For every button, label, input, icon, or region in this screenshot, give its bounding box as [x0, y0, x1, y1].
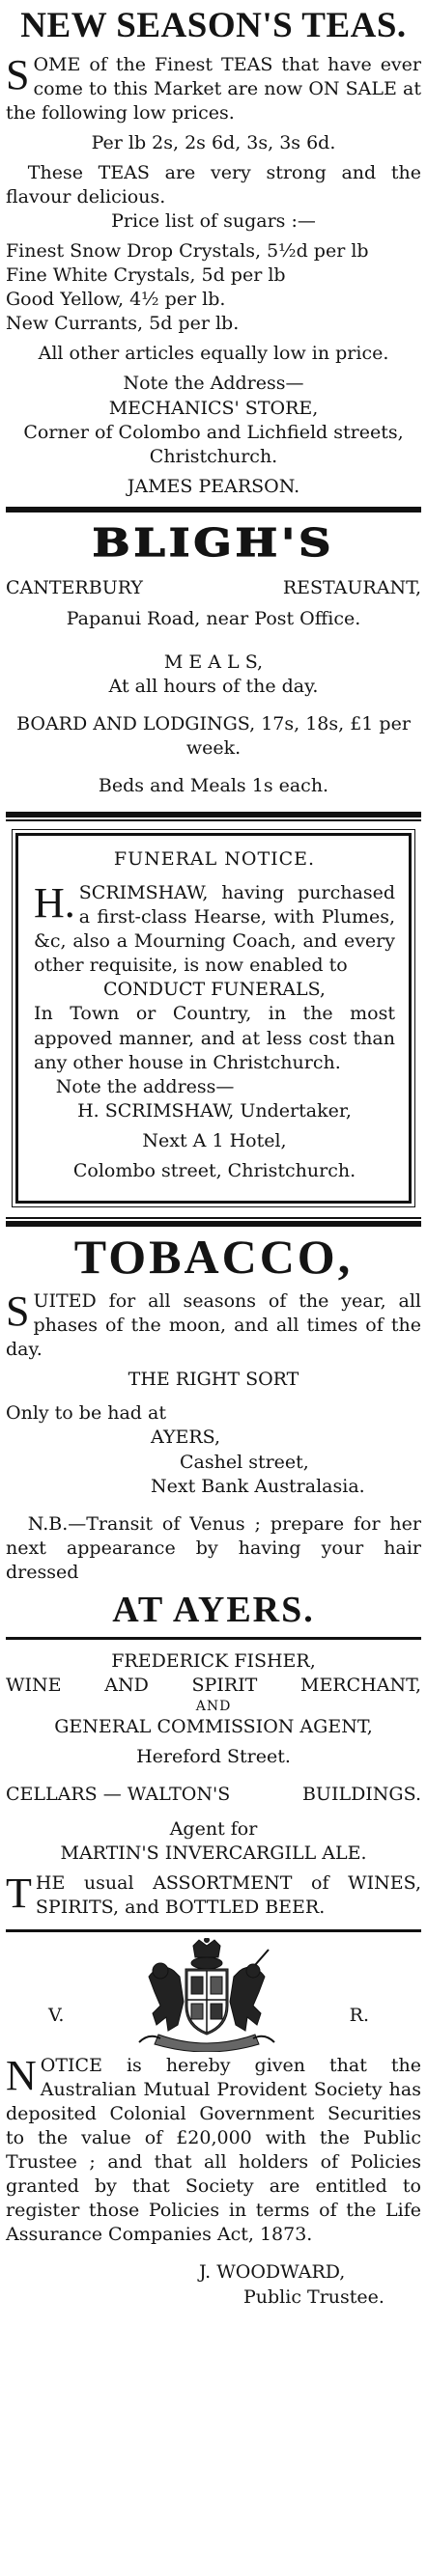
funeral-conduct: CONDUCT FUNERALS,: [103, 979, 326, 1001]
fisher-assortment: [6, 1871, 421, 1920]
fisher-name: FREDERICK FISHER,: [111, 1649, 316, 1672]
tobacco-intro: [6, 1289, 421, 1362]
sugar-item: Finest Snow Drop Crystals, 5½d per lb: [6, 240, 369, 263]
royal-coat-of-arms-icon: [110, 1938, 303, 2052]
teas-dropcap: S: [6, 50, 30, 98]
teas-note-address: Note the Address—: [123, 373, 304, 395]
funeral-notice-box: [15, 833, 412, 1204]
blighs-advertisement: [6, 518, 421, 798]
funeral-note-address: Note the address—: [55, 1075, 235, 1097]
fisher-wine: WINE: [6, 1674, 62, 1696]
tobacco-next-bank: Next Bank Australasia.: [151, 1475, 365, 1497]
notice-dropcap: N: [6, 2051, 37, 2099]
sugars-heading: Price list of sugars :—: [111, 210, 316, 233]
blighs-meals: M E A L S,: [163, 651, 264, 673]
tobacco-advertisement: [6, 1231, 421, 1631]
teas-proprietor: JAMES PEARSON.: [127, 475, 300, 497]
blighs-name-line: [6, 576, 421, 600]
vr-letter-v: V.: [48, 2004, 65, 2026]
store-name: MECHANICS' STORE,: [108, 397, 319, 419]
divider: [6, 819, 421, 821]
divider: [6, 1221, 421, 1227]
fisher-dropcap: T: [6, 1869, 32, 1917]
fisher-trade-line: [6, 1674, 421, 1698]
fisher-ale: MARTIN'S INVERCARGILL ALE.: [60, 1842, 367, 1864]
fisher-advertisement: [6, 1649, 421, 1920]
fisher-and: AND: [104, 1674, 149, 1696]
public-trustee-notice: [6, 1938, 421, 2310]
funeral-conduct-body: In Town or Country, in the most appoved manner, and at less cost than any other house in Christchurch.: [34, 1003, 395, 1073]
royal-crest-row: [6, 1938, 421, 2054]
teas-other-articles: All other articles equally low in price.: [38, 343, 389, 365]
fisher-commission: GENERAL COMMISSION AGENT,: [54, 1716, 373, 1738]
tobacco-intro-text: UITED for all seasons of the year, all phases of the moon, and all times of the day.: [6, 1290, 421, 1361]
fisher-cellars: CELLARS — WALTON'S: [6, 1784, 231, 1806]
tobacco-only-had: Only to be had at: [6, 1402, 166, 1425]
fisher-agent-for: Agent for: [169, 1817, 258, 1840]
fisher-assortment-text: HE usual ASSORTMENT of WINES, SPIRITS, and BOTTLED BEER.: [35, 1871, 421, 1918]
funeral-undertaker: H. SCRIMSHAW, Undertaker,: [77, 1099, 352, 1122]
tobacco-cashel: Cashel street,: [180, 1451, 309, 1473]
sugar-item: Good Yellow, 4½ per lb.: [6, 289, 226, 311]
funeral-street: Colombo street, Christchurch.: [72, 1159, 356, 1181]
teas-advertisement: [6, 6, 421, 499]
notice-body-text: OTICE is hereby given that the Australian Mutual Provident Society has deposited Colonial Government Securities to the value of £20,000 with the Public Trustee ; and that all holders of Policies granted by that Society are entitled to register those Policies in terms of the Life Assurance Companies Act, 1873.: [6, 2054, 421, 2246]
blighs-location: Papanui Road, near Post Office.: [66, 607, 361, 629]
teas-prices: Per lb 2s, 2s 6d, 3s, 3s 6d.: [91, 131, 336, 153]
teas-strong: These TEAS are very strong and the flavour delicious.: [6, 161, 421, 208]
fisher-street: Hereford Street.: [136, 1746, 291, 1768]
funeral-body: [34, 881, 395, 978]
blighs-restaurant: RESTAURANT,: [282, 577, 421, 599]
blighs-meals-hours: At all hours of the day.: [108, 675, 319, 697]
tobacco-dropcap: S: [6, 1288, 30, 1336]
fisher-and-small: AND: [195, 1698, 232, 1714]
teas-headline: NEW SEASON'S TEAS.: [20, 6, 407, 45]
sugar-item: Fine White Crystals, 5d per lb: [6, 264, 286, 287]
tobacco-nb: N.B.—Transit of Venus ; prepare for her next appearance by having your hair dressed: [6, 1512, 421, 1583]
fisher-merchant: MERCHANT,: [299, 1674, 421, 1696]
tobacco-headline: TOBACCO,: [73, 1230, 354, 1285]
funeral-heading: FUNERAL NOTICE.: [113, 848, 316, 871]
divider: [6, 812, 421, 817]
notice-signatory: J. WOODWARD,: [199, 2261, 346, 2284]
fisher-spirit: SPIRIT: [191, 1674, 258, 1696]
vr-letter-r: R.: [349, 2004, 369, 2026]
teas-intro-text: OME of the Finest TEAS that have ever come to this Market are now ON SALE at the following low prices.: [6, 53, 421, 124]
blighs-beds: Beds and Meals 1s each.: [98, 774, 329, 796]
tobacco-right-sort: THE RIGHT SORT: [128, 1369, 299, 1391]
sugar-item: New Currants, 5d per lb.: [6, 313, 240, 335]
blighs-canterbury: CANTERBURY: [6, 577, 143, 599]
funeral-dropcap: H.: [34, 879, 75, 928]
divider: [6, 507, 421, 512]
blighs-board: BOARD AND LODGINGS, 17s, 18s, £1 per week.: [16, 712, 411, 759]
funeral-body-text: SCRIMSHAW, having purchased a first-class Hearse, with Plumes, &c, also a Mourning Coach, and every other requisite, is now enabled to: [34, 882, 395, 977]
notice-title: Public Trustee.: [243, 2285, 384, 2308]
blighs-banner: BLIGH'S: [92, 519, 335, 566]
funeral-next-to: Next A 1 Hotel,: [142, 1129, 287, 1151]
teas-intro: [6, 50, 421, 125]
tobacco-ayers: AYERS,: [151, 1426, 221, 1449]
notice-body: [6, 2051, 421, 2248]
store-address: Corner of Colombo and Lichfield streets, Christchurch.: [23, 421, 404, 467]
fisher-cellars-line: [6, 1783, 421, 1807]
tobacco-at-ayers: AT AYERS.: [112, 1589, 315, 1630]
divider: [6, 1217, 421, 1219]
fisher-buildings: BUILDINGS.: [301, 1784, 421, 1806]
